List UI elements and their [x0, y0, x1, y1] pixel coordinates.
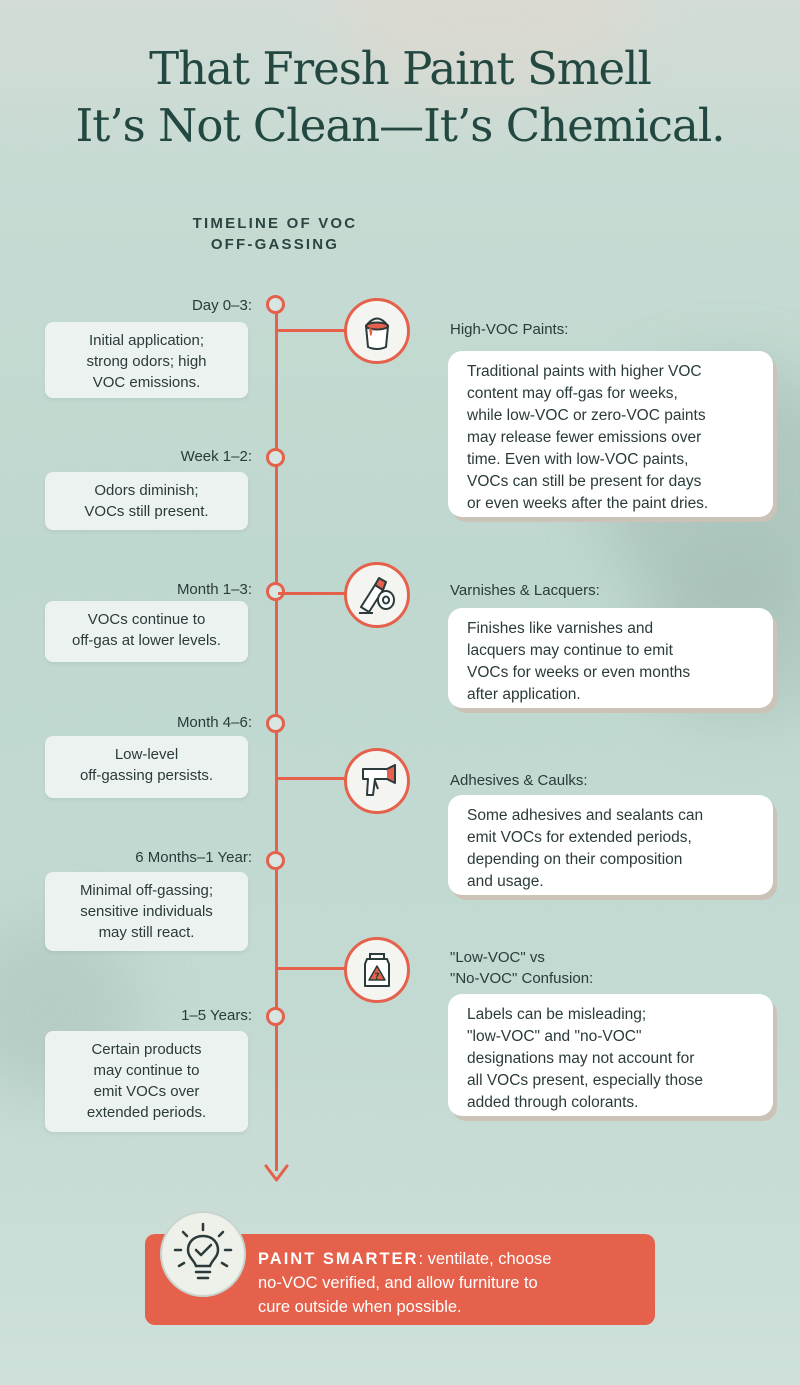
- card-line: VOCs continue to: [87, 611, 206, 628]
- card-line: VOCs still present.: [84, 503, 209, 520]
- card-line: Initial application;: [88, 332, 205, 349]
- source-card: [448, 608, 773, 708]
- title-line: That Fresh Paint Smell: [149, 42, 651, 95]
- source-heading: [450, 947, 593, 989]
- card-line: Minimal off-gassing;: [79, 882, 214, 899]
- source-heading: [450, 580, 600, 601]
- card-line: content may off-gas for weeks,: [467, 385, 678, 402]
- paint-bucket-icon: [344, 298, 410, 364]
- card-line: while low-VOC or zero-VOC paints: [467, 407, 706, 424]
- connector-line: [278, 329, 348, 332]
- title-line: It’s Not Clean—It’s Chemical.: [75, 99, 725, 152]
- timeline-node: [266, 448, 285, 467]
- heading-line: Varnishes & Lacquers:: [450, 582, 600, 599]
- timeline-label: Month 1–3:: [176, 581, 252, 598]
- timeline-card: [45, 872, 248, 951]
- timeline-node: [266, 295, 285, 314]
- card-line: extended periods.: [86, 1104, 207, 1121]
- card-line: after application.: [467, 686, 581, 703]
- card-line: all VOCs present, especially those: [467, 1072, 704, 1089]
- timeline-label: Week 1–2:: [180, 448, 252, 465]
- heading-line: Adhesives & Caulks:: [450, 772, 588, 789]
- card-line: added through colorants.: [467, 1094, 639, 1111]
- card-line: Traditional paints with higher VOC: [467, 363, 702, 380]
- timeline-label: 6 Months–1 Year:: [135, 849, 252, 866]
- card-line: off-gassing persists.: [79, 767, 214, 784]
- heading-line: "Low-VOC" vs: [450, 949, 545, 966]
- card-line: Odors diminish;: [94, 482, 199, 499]
- glue-gun-icon: [344, 748, 410, 814]
- timeline-node: [266, 851, 285, 870]
- card-line: VOCs can still be present for days: [467, 473, 702, 490]
- timeline-heading: [160, 213, 390, 255]
- card-line: time. Even with low-VOC paints,: [467, 451, 689, 468]
- card-line: may continue to: [93, 1062, 200, 1079]
- timeline-heading-line: OFF-GASSING: [210, 236, 340, 253]
- tip-text: : ventilate, choose: [418, 1250, 552, 1268]
- timeline-card: [45, 736, 248, 798]
- card-line: may still react.: [98, 924, 195, 941]
- card-line: emit VOCs for extended periods,: [467, 829, 692, 846]
- heading-line: High-VOC Paints:: [450, 321, 569, 338]
- timeline-card: [45, 472, 248, 530]
- source-card: [448, 795, 773, 895]
- source-heading: [450, 319, 568, 340]
- card-line: Low-level: [114, 746, 179, 763]
- card-line: and usage.: [467, 873, 544, 890]
- page-title: [0, 40, 800, 154]
- svg-text:?: ?: [374, 972, 380, 982]
- connector-line: [278, 777, 348, 780]
- timeline-label: 1–5 Years:: [181, 1007, 252, 1024]
- source-heading: [450, 770, 588, 791]
- hazard-jar-icon: [344, 937, 410, 1003]
- card-line: depending on their composition: [467, 851, 683, 868]
- card-line: Finishes like varnishes and: [467, 620, 654, 637]
- timeline-node: [266, 714, 285, 733]
- timeline-heading-line: TIMELINE OF VOC: [192, 215, 358, 232]
- card-line: lacquers may continue to emit: [467, 642, 673, 659]
- card-line: "low-VOC" and "no-VOC": [467, 1028, 642, 1045]
- card-line: Labels can be misleading;: [467, 1006, 647, 1023]
- card-line: off-gas at lower levels.: [72, 632, 221, 649]
- card-line: strong odors; high: [86, 353, 207, 370]
- card-line: VOCs for weeks or even months: [467, 664, 691, 681]
- card-line: Certain products: [91, 1041, 202, 1058]
- connector-line: [278, 592, 348, 595]
- timeline-label: Month 4–6:: [176, 714, 252, 731]
- tip-line: cure outside when possible.: [258, 1298, 462, 1316]
- card-line: VOC emissions.: [92, 374, 201, 391]
- card-line: designations may not account for: [467, 1050, 695, 1067]
- timeline-card: [45, 601, 248, 662]
- source-card: [448, 994, 773, 1116]
- timeline-node: [266, 1007, 285, 1026]
- timeline-line: [275, 301, 278, 1171]
- timeline-card: [45, 322, 248, 398]
- tip-line: no-VOC verified, and allow furniture to: [258, 1274, 538, 1292]
- timeline-label: Day 0–3:: [191, 297, 252, 314]
- connector-line: [278, 967, 348, 970]
- timeline-arrow-icon: [264, 1163, 289, 1185]
- card-line: emit VOCs over: [93, 1083, 200, 1100]
- source-card: [448, 351, 773, 517]
- card-line: or even weeks after the paint dries.: [467, 495, 709, 512]
- card-line: Some adhesives and sealants can: [467, 807, 704, 824]
- card-line: may release fewer emissions over: [467, 429, 702, 446]
- tip-emphasis: PAINT SMARTER: [258, 1250, 419, 1268]
- varnish-tape-icon: [344, 562, 410, 628]
- card-line: sensitive individuals: [80, 903, 213, 920]
- timeline-card: [45, 1031, 248, 1132]
- tip-line: [258, 1247, 625, 1271]
- lightbulb-check-icon: [160, 1211, 246, 1297]
- heading-line: "No-VOC" Confusion:: [450, 970, 594, 987]
